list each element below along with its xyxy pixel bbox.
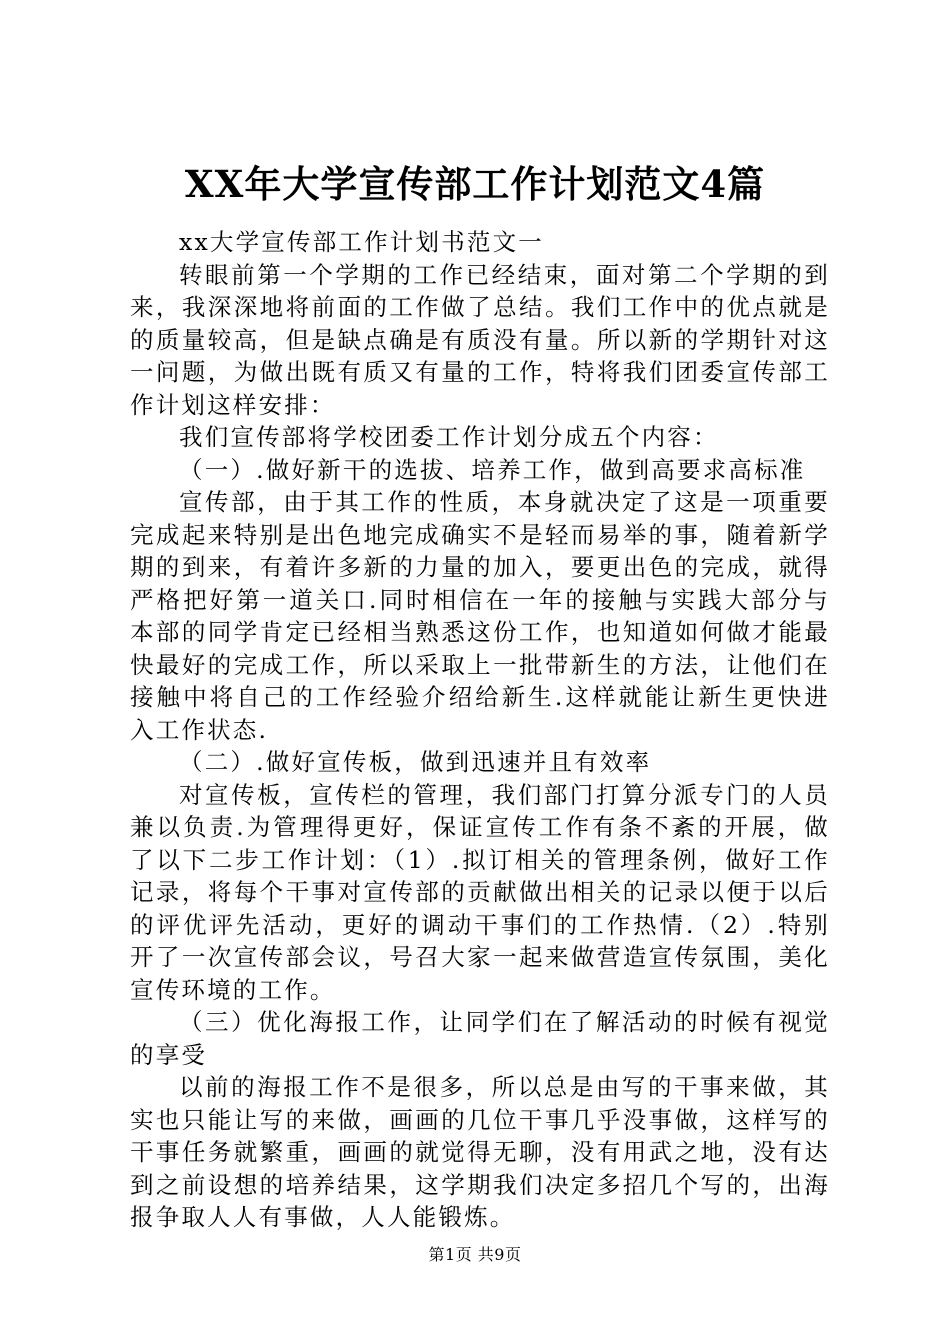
section-heading-2: （二）.做好宣传板，做到迅速并且有效率 (179, 748, 652, 776)
section-heading-3: （三）优化海报工作，让同学们在了解活动的时候有视觉的享受 (130, 1008, 830, 1069)
paragraph-subtitle: xx大学宣传部工作计划书范文一 (179, 228, 545, 256)
paragraph-section-1: 宣传部，由于其工作的性质，本身就决定了这是一项重要完成起来特别是出色地完成确实不是轻而易举的事，随着新学期的到来，有着许多新的力量的加入，要更出色的完成，就得严格把好第一道关口.同时相信在一年的接触与实践大部分与本部的同学肯定已经相当熟悉这份工作，也知道如何做才能最快最好的完成工作，所以采取上一批带新生的方法，让他们在接触中将自己的工作经验介绍给新生.这样就能让新生更快进入工作状态. (130, 488, 830, 744)
paragraph-section-3: 以前的海报工作不是很多，所以总是由写的干事来做，其实也只能让写的来做，画画的几位干事几乎没事做，这样写的干事任务就繁重，画画的就觉得无聊，没有用武之地，没有达到之前设想的培养结果，这学期我们决定多招几个写的，出海报争取人人有事做，人人能锻炼。 (130, 1073, 830, 1231)
page-number-footer: 第1页 共9页 (428, 1245, 522, 1264)
paragraph-intro: 转眼前第一个学期的工作已经结束，面对第二个学期的到来，我深深地将前面的工作做了总结。我们工作中的优点就是的质量较高，但是缺点确是有质没有量。所以新的学期针对这一问题，为做出既有质又有量的工作，特将我们团委宣传部工作计划这样安排： (130, 260, 830, 419)
paragraph-overview: 我们宣传部将学校团委工作计划分成五个内容： (179, 423, 719, 451)
document-title: XX年大学宣传部工作计划范文4篇 (184, 162, 766, 206)
section-heading-1: （一）.做好新干的选拔、培养工作，做到高要求高标准 (179, 455, 806, 484)
document-body (130, 226, 830, 1234)
paragraph-section-2: 对宣传板，宣传栏的管理，我们部门打算分派专门的人员兼以负责.为管理得更好，保证宣传工作有条不紊的开展，做了以下二步工作计划：（1）.拟订相关的管理条例，做好工作记录，将每个干事对宣传部的贡献做出相关的记录以便于以后的评优评先活动，更好的调动干事们的工作热情.（2）.特别开了一次宣传部会议，号召大家一起来做营造宣传氛围，美化宣传环境的工作。 (130, 780, 830, 1004)
